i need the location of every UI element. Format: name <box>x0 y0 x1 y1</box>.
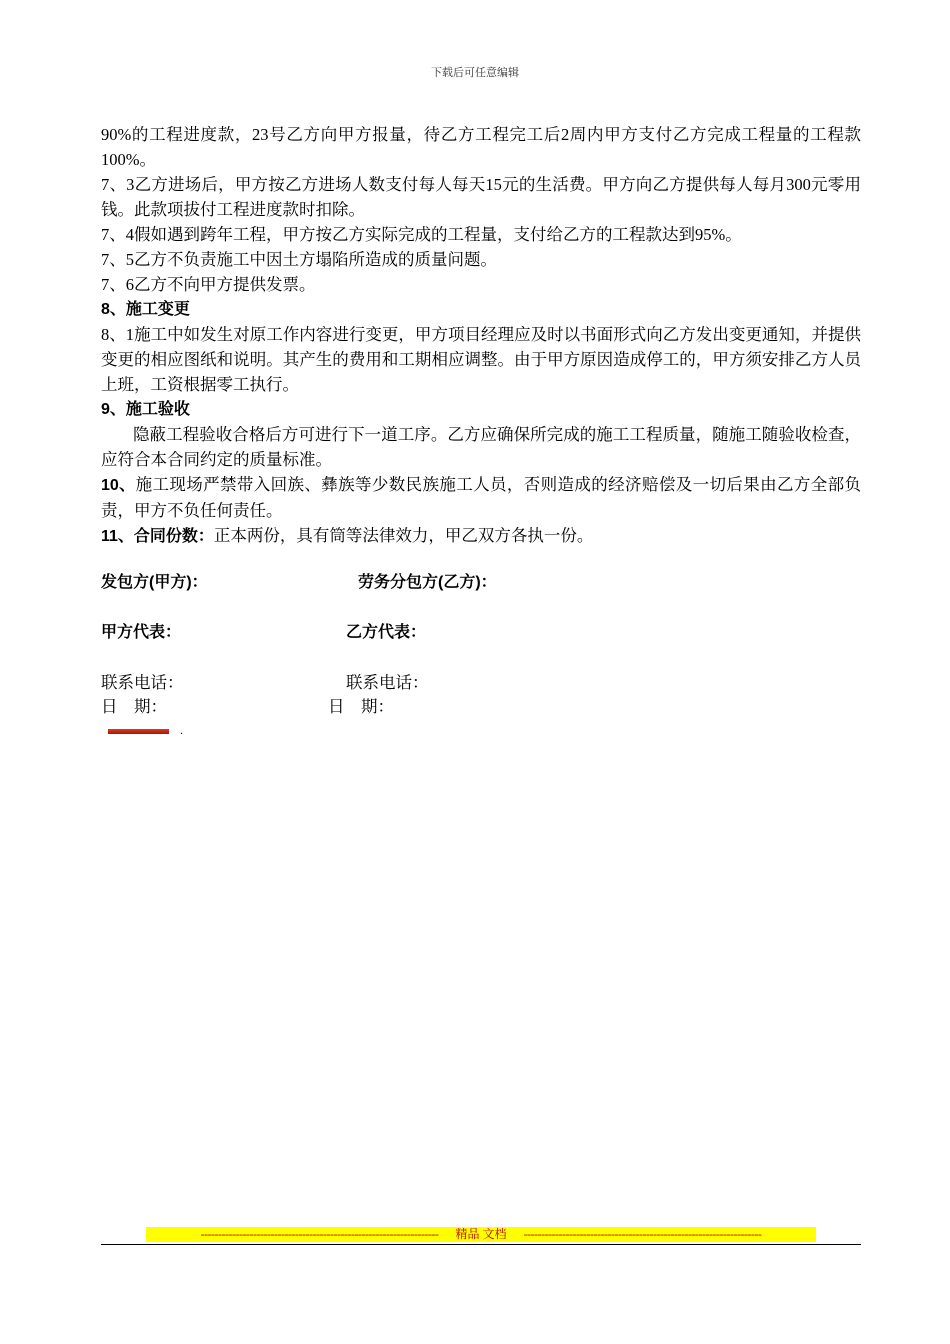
section-10-label: 10、 <box>101 477 136 494</box>
footer-dashes-left: -------------------------------------------------------------------- <box>200 1227 439 1241</box>
footer-dashes-right: -------------------------------------------------------------------- <box>523 1227 762 1241</box>
date-b-label: 日 期： <box>328 697 394 716</box>
date-a-label: 日 期： <box>101 697 167 716</box>
signature-representatives-row <box>101 620 861 645</box>
contract-body <box>101 122 861 549</box>
rep-a-label: 甲方代表： <box>101 624 182 641</box>
signature-date-row <box>101 694 861 719</box>
clause-7-5: 7、5乙方不负责施工中因土方塌陷所造成的质量问题。 <box>101 250 497 269</box>
footer-label: 精品 文档 <box>455 1227 507 1241</box>
signature-phone-row <box>101 670 861 695</box>
section-11-text: 正本两份，具有筒等法律效力，甲乙双方各执一份。 <box>213 526 594 545</box>
signature-parties-row <box>101 570 861 595</box>
dot-mark: . <box>180 723 183 737</box>
section-11 <box>101 523 861 549</box>
phone-a-label: 联系电话： <box>101 673 184 692</box>
footer-watermark-band <box>146 1227 816 1242</box>
section-11-label: 11、合同份数： <box>101 528 214 545</box>
party-b-label: 劳务分包方(乙方)： <box>358 574 497 591</box>
section-9-text: 隐蔽工程验收合格后方可进行下一道工序。乙方应确保所完成的施工工程质量，随施工随验收检查，应符合本合同约定的质量标准。 <box>101 425 861 469</box>
footer-rule <box>101 1244 861 1245</box>
clause-7-3: 7、3乙方进场后，甲方按乙方进场人数支付每人每天15元的生活费。甲方向乙方提供每人每月300元零用钱。此款项拔付工程进度款时扣除。 <box>101 175 861 219</box>
paragraph-payment-progress: 90%的工程进度款，23号乙方向甲方报量，待乙方工程完工后2周内甲方支付乙方完成工程量的工程款100%。 <box>101 125 861 169</box>
rep-b-label: 乙方代表： <box>346 624 427 641</box>
red-stamp-bar <box>108 729 169 734</box>
header-note: 下载后可任意编辑 <box>431 67 519 79</box>
section-10 <box>101 472 861 523</box>
clause-8-1: 8、1施工中如发生对原工作内容进行变更，甲方项目经理应及时以书面形式向乙方发出变更通知，并提供变更的相应图纸和说明。其产生的费用和工期相应调整。由于甲方原因造成停工的，甲方须安排乙方人员上班，工资根据零工执行。 <box>101 325 861 394</box>
section-10-text: 施工现场严禁带入回族、彝族等少数民族施工人员，否则造成的经济赔偿及一切后果由乙方全部负责，甲方不负任何责任。 <box>101 475 861 520</box>
party-a-label: 发包方(甲方)： <box>101 574 208 591</box>
phone-b-label: 联系电话： <box>346 673 429 692</box>
clause-7-6: 7、6乙方不向甲方提供发票。 <box>101 275 316 294</box>
clause-7-4: 7、4假如遇到跨年工程，甲方按乙方实际完成的工程量，支付给乙方的工程款达到95%。 <box>101 225 742 244</box>
section-8-heading: 8、施工变更 <box>101 301 190 318</box>
section-9-heading: 9、施工验收 <box>101 401 190 418</box>
